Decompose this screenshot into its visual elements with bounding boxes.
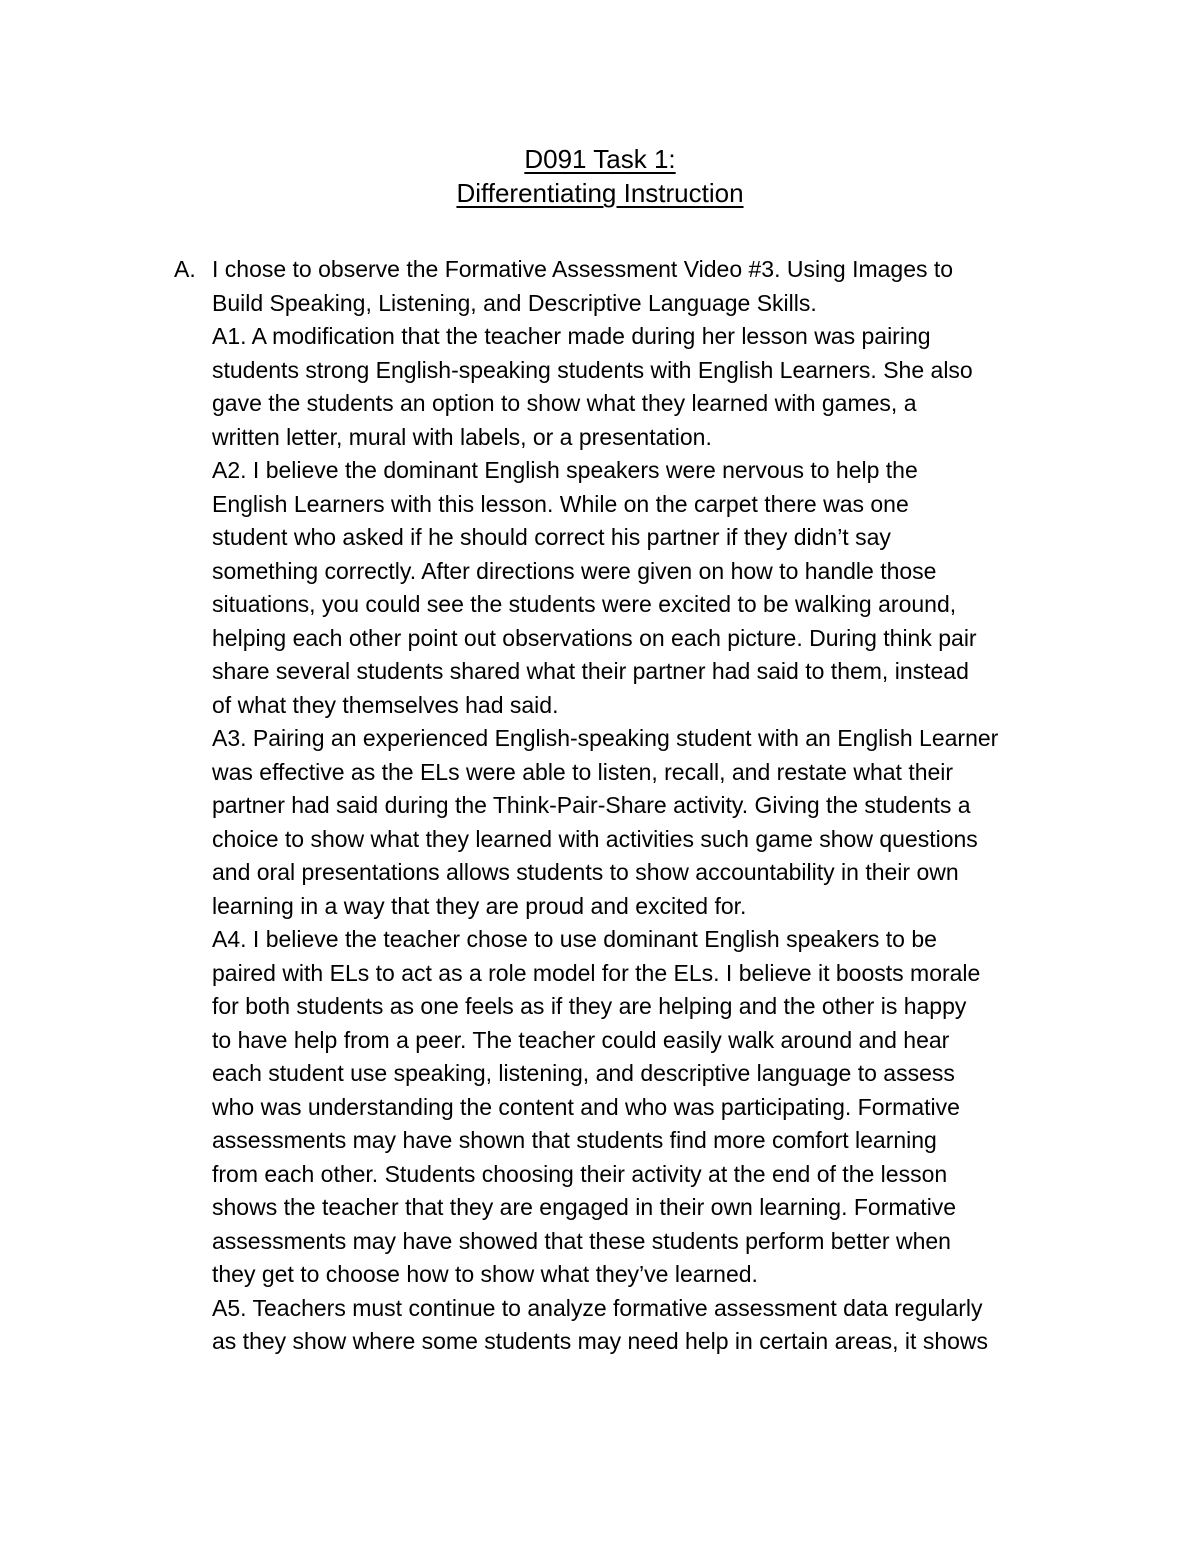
- text-line: who was understanding the content and who was participating. Formative: [212, 1093, 960, 1120]
- text-line: partner had said during the Think-Pair-Share activity. Giving the students a: [212, 792, 971, 818]
- title-block: [0, 142, 1200, 210]
- text-line: I chose to observe the Formative Assessment Video #3. Using Images to: [212, 256, 954, 282]
- document-subtitle: Differentiating Instruction: [456, 178, 744, 208]
- text-line: they get to choose how to show what they’ve learned.: [212, 1261, 758, 1287]
- text-line: assessments may have showed that these students perform better when: [212, 1227, 951, 1254]
- text-line: student who asked if he should correct his partner if they didn’t say: [212, 524, 891, 550]
- section-body: [212, 253, 1074, 1359]
- text-line: for both students as one feels as if they are helping and the other is happy: [212, 993, 967, 1019]
- text-line: of what they themselves had said.: [212, 691, 559, 718]
- text-line: as they show where some students may need help in certain areas, it shows: [212, 1328, 989, 1354]
- text-line: paired with ELs to act as a role model for the ELs. I believe it boosts morale: [212, 959, 981, 986]
- text-line: and oral presentations allows students to show accountability in their own: [212, 859, 959, 885]
- text-line: A4. I believe the teacher chose to use dominant English speakers to be: [212, 926, 937, 952]
- text-line: A2. I believe the dominant English speakers were nervous to help the: [212, 457, 918, 483]
- text-line: learning in a way that they are proud and excited for.: [212, 892, 747, 919]
- section-marker: A.: [174, 256, 196, 282]
- text-line: share several students shared what their partner had said to them, instead: [212, 658, 969, 684]
- text-line: Build Speaking, Listening, and Descriptive Language Skills.: [212, 289, 817, 316]
- text-line: A3. Pairing an experienced English-speaking student with an English Learner: [212, 725, 999, 751]
- section-a: [174, 253, 1074, 1359]
- text-line: A1. A modification that the teacher made during her lesson was pairing: [212, 323, 931, 349]
- text-line: students strong English-speaking students with English Learners. She also: [212, 356, 973, 383]
- text-line: English Learners with this lesson. While on the carpet there was one: [212, 490, 909, 517]
- text-line: written letter, mural with labels, or a presentation.: [212, 423, 712, 450]
- text-line: helping each other point out observations on each picture. During think pair: [212, 624, 977, 651]
- text-line: from each other. Students choosing their activity at the end of the lesson: [212, 1160, 948, 1187]
- text-line: shows the teacher that they are engaged in their own learning. Formative: [212, 1194, 957, 1220]
- text-line: assessments may have shown that students find more comfort learning: [212, 1127, 937, 1153]
- text-line: choice to show what they learned with activities such game show questions: [212, 825, 978, 852]
- text-line: was effective as the ELs were able to listen, recall, and restate what their: [212, 758, 954, 785]
- text-line: something correctly. After directions were given on how to handle those: [212, 557, 937, 584]
- document-title: D091 Task 1:: [524, 144, 676, 174]
- text-line: situations, you could see the students were excited to be walking around,: [212, 591, 957, 617]
- text-line: gave the students an option to show what they learned with games, a: [212, 390, 917, 416]
- text-line: to have help from a peer. The teacher could easily walk around and hear: [212, 1026, 950, 1053]
- text-line: each student use speaking, listening, and descriptive language to assess: [212, 1060, 955, 1086]
- text-line: A5. Teachers must continue to analyze formative assessment data regularly: [212, 1294, 983, 1321]
